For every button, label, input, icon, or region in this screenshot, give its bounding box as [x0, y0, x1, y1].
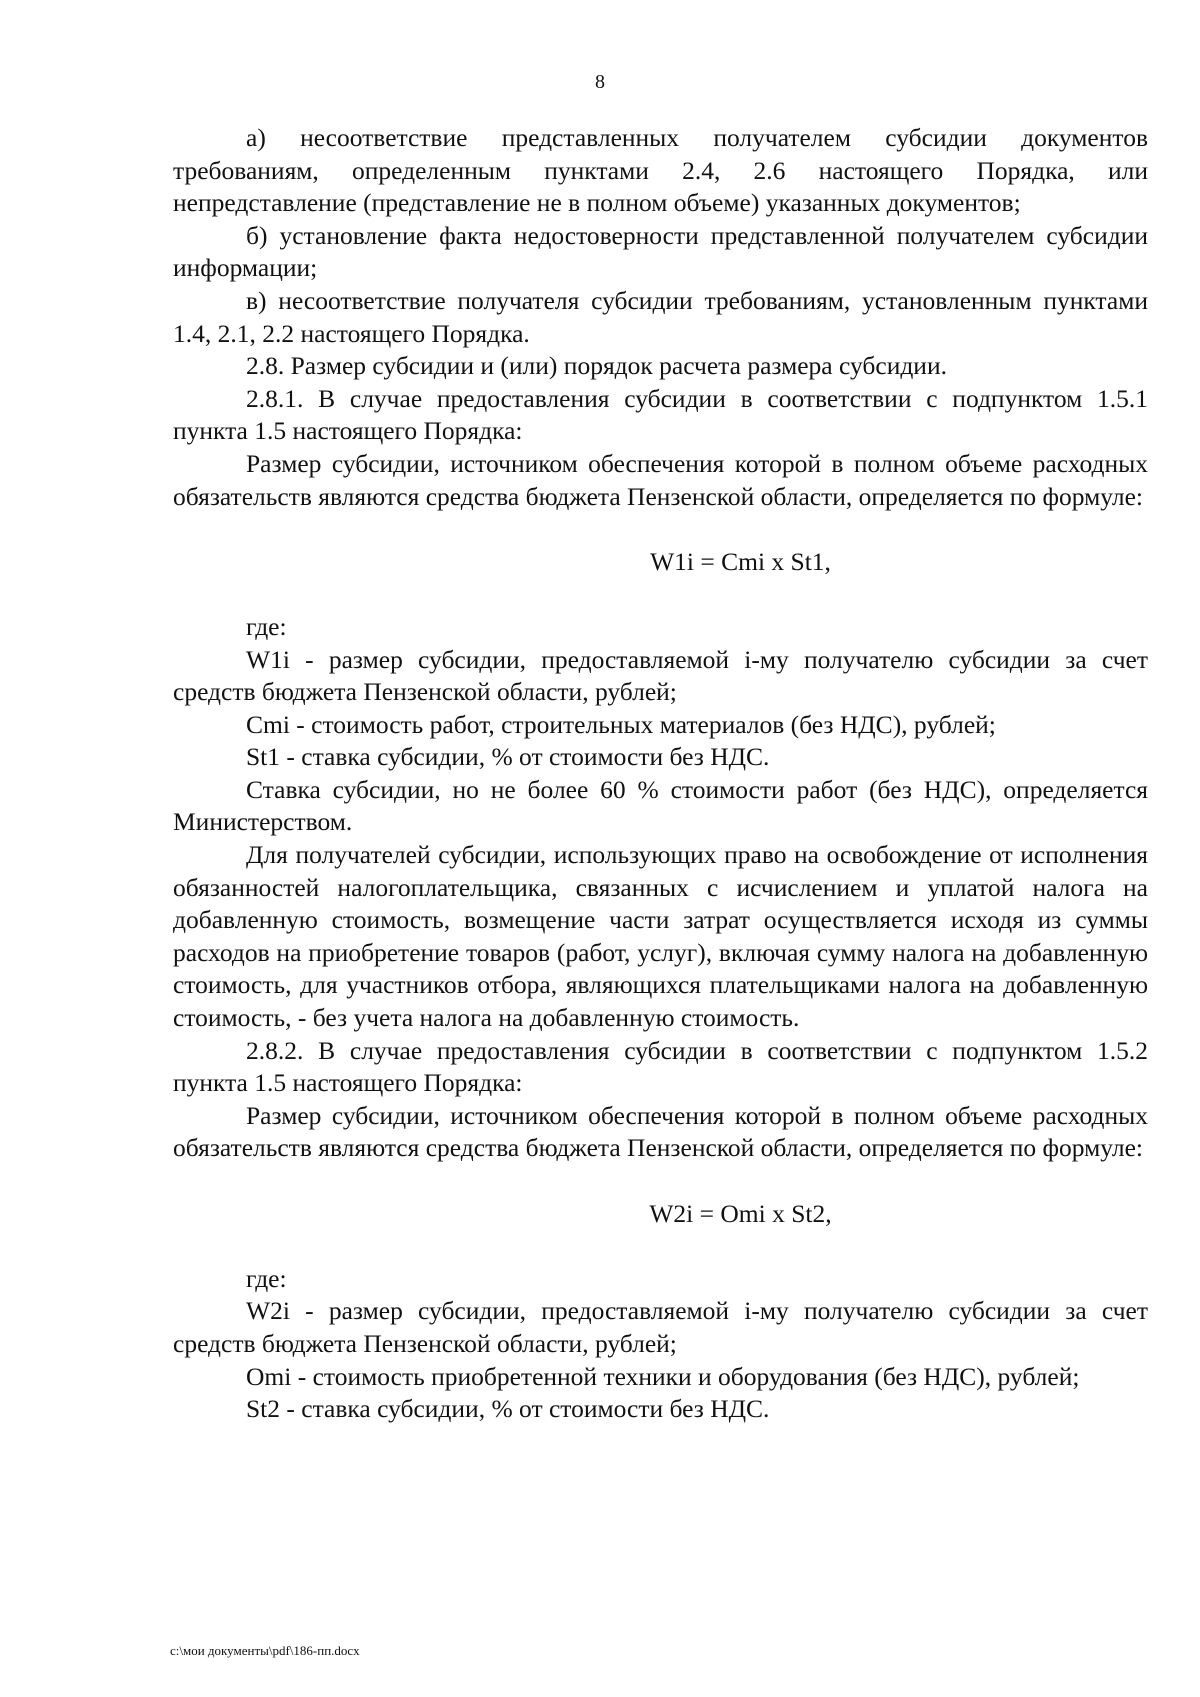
page-number: 8	[595, 71, 605, 93]
document-body	[173, 122, 1148, 1426]
definition-w2i: W2i - размер субсидии, предоставляемой i-му получателю субсидии за счет средств бюджета Пензенской области, рублей;	[173, 1296, 1148, 1358]
definition-st1: St1 - ставка субсидии, % от стоимости без НДС.	[246, 742, 770, 772]
definition-cmi: Cmi - стоимость работ, строительных материалов (без НДС), рублей;	[246, 709, 996, 739]
definition-w1i: W1i - размер субсидии, предоставляемой i-му получателю субсидии за счет средств бюджета Пензенской области, рублей;	[173, 644, 1148, 707]
where-label-2: где:	[246, 1263, 287, 1293]
paragraph-b: б) установление факта недостоверности представленной получателем субсидии информации;	[173, 220, 1148, 283]
paragraph-size-intro-2: Размер субсидии, источником обеспечения которой в полном объеме расходных обязательств являются средства бюджета Пензенской области, определяется по формуле:	[173, 1100, 1148, 1163]
paragraph-size-intro-1: Размер субсидии, источником обеспечения которой в полном объеме расходных обязательств являются средства бюджета Пензенской области, определяется по формуле:	[173, 448, 1148, 511]
paragraph-vat: Для получателей субсидии, использующих право на освобождение от исполнения обязанностей налогоплательщика, связанных с исчислением и уплатой налога на добавленную стоимость, возмещение части затрат осуществляется исходя из суммы расходов на приобретение товаров (работ, услуг), включая сумму налога на добавленную стоимость, для участников отбора, являющихся плательщиками налога на добавленную стоимость, - без учета налога на добавленную стоимость.	[173, 840, 1148, 1033]
file-path-footer: c:\мои документы\pdf\186-пп.docx	[170, 1643, 360, 1658]
paragraph-2-8-1: 2.8.1. В случае предоставления субсидии в соответствии с подпунктом 1.5.1 пункта 1.5 настоящего Порядка:	[173, 383, 1148, 446]
paragraph-a: а) несоответствие представленных получателем субсидии документов требованиям, определенным пунктами 2.4, 2.6 настоящего Порядка, или непредставление (представление не в полном объеме) указанных документов;	[173, 123, 1148, 218]
where-label-1: где:	[246, 611, 287, 641]
definition-omi: Omi - стоимость приобретенной техники и оборудования (без НДС), рублей;	[246, 1361, 1080, 1391]
definition-st2: St2 - ставка субсидии, % от стоимости без НДС.	[246, 1394, 770, 1424]
paragraph-rate: Ставка субсидии, но не более 60 % стоимости работ (без НДС), определяется Министерством.	[173, 774, 1148, 837]
paragraph-2-8: 2.8. Размер субсидии и (или) порядок расчета размера субсидии.	[246, 351, 947, 381]
paragraph-2-8-2: 2.8.2. В случае предоставления субсидии в соответствии с подпунктом 1.5.2 пункта 1.5 настоящего Порядка:	[173, 1035, 1148, 1098]
paragraph-v: в) несоответствие получателя субсидии требованиям, установленным пунктами 1.4, 2.1, 2.2 настоящего Порядка.	[173, 285, 1148, 348]
formula-w1i: W1i = Cmi x St1,	[650, 547, 831, 577]
formula-w2i: W2i = Omi x St2,	[649, 1199, 832, 1229]
